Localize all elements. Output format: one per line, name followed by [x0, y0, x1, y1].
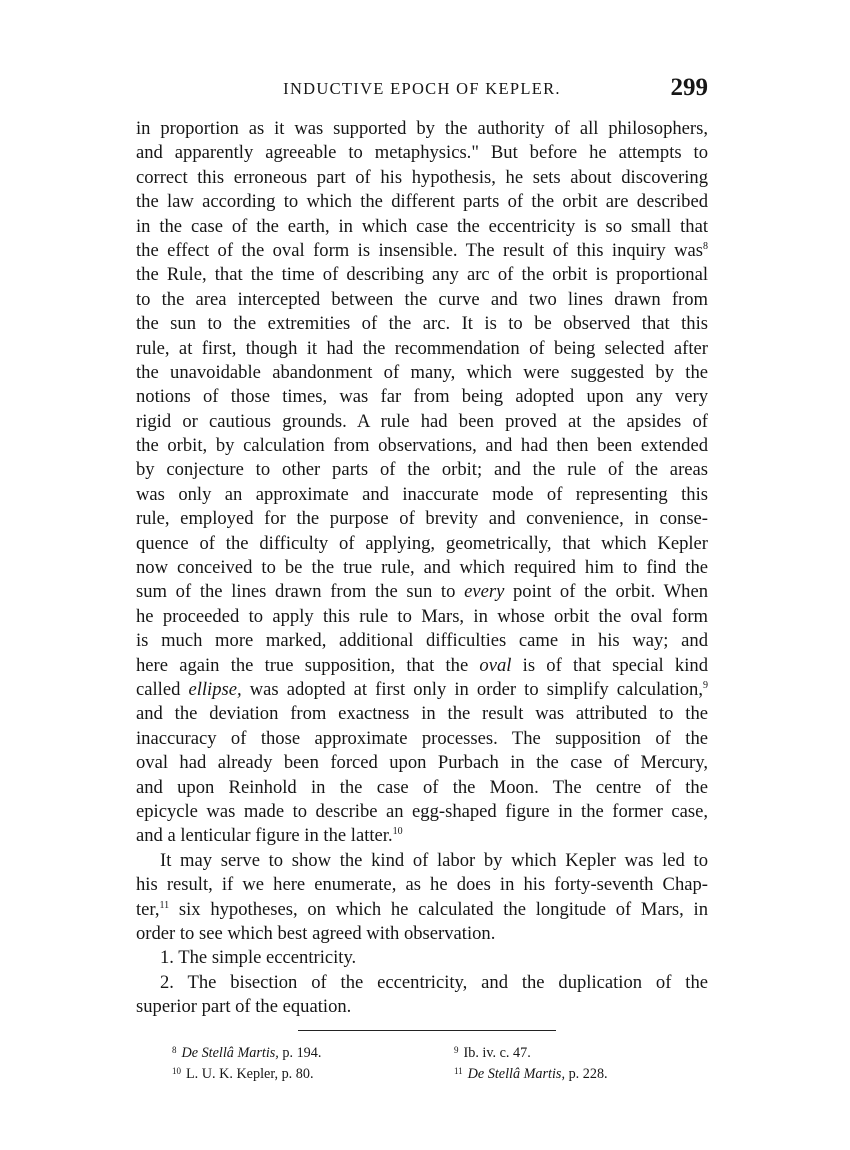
text-line: [136, 215, 708, 239]
text-line: [136, 239, 708, 263]
text-line: [136, 898, 708, 922]
text-line: [136, 776, 708, 800]
text-line: [136, 971, 708, 995]
footnote-text: L. U. K. Kepler, p. 80.: [186, 1066, 314, 1082]
text-line: [136, 629, 708, 653]
text-run: was adopted at first only in order to simplify calculation,: [241, 678, 703, 700]
text-line: [136, 727, 708, 751]
text-run: and the deviation from exactness in the result was attributed to the: [136, 703, 708, 725]
text-run: in proportion as it was supported by the authority of all philosophers,: [136, 118, 708, 139]
running-head: [136, 74, 708, 104]
text-run: every: [464, 581, 505, 603]
text-line: [136, 337, 708, 361]
text-line: [136, 605, 708, 629]
footnote-reference: 8: [703, 240, 708, 252]
footnote: [172, 1066, 314, 1083]
footnote-mark: 11: [454, 1066, 463, 1076]
text-line: [136, 385, 708, 409]
text-run: the effect of the oval form is insensible. The result of this inquiry was: [136, 239, 703, 261]
text-run: the orbit, by calculation from observations, and had then been extended: [136, 435, 708, 457]
text-run: by conjecture to other parts of the orbit; and the rule of the areas: [136, 459, 708, 481]
footnote-rule: [298, 1030, 556, 1031]
body-text: [136, 117, 708, 1019]
footnote-reference: 9: [703, 679, 708, 691]
text-line: [136, 751, 708, 775]
footnote-text: p. 194.: [278, 1045, 322, 1061]
text-run: here again the true supposition, that the: [136, 654, 480, 676]
text-run: ellipse,: [188, 678, 242, 700]
text-run: sum of the lines drawn from the sun to: [136, 581, 465, 603]
text-run: oval had already been forced upon Purbach in the case of Mercury,: [136, 752, 708, 774]
text-run: It may serve to show the kind of labor by which Kepler was led to: [160, 849, 708, 871]
running-title: INDUCTIVE EPOCH OF KEPLER.: [283, 79, 561, 98]
text-line: [136, 507, 708, 531]
text-line: [136, 288, 708, 312]
text-line: [136, 922, 708, 946]
text-line: [136, 263, 708, 287]
text-line: [136, 849, 708, 873]
text-line: [136, 995, 708, 1019]
text-run: his result, if we here enumerate, as he does in his forty-seventh Chap-: [136, 874, 708, 896]
text-run: the law according to which the different parts of the orbit are described: [136, 191, 708, 213]
text-run: six hypotheses, on which he calculated the longitude of Mars, in: [169, 898, 708, 920]
text-line: [136, 312, 708, 336]
text-line: [136, 800, 708, 824]
text-line: [136, 117, 708, 141]
text-run: notions of those times, was far from being adopted upon any very: [136, 386, 708, 408]
text-run: 1. The simple eccentricity.: [160, 947, 357, 969]
page-number: 299: [670, 74, 708, 101]
text-run: rule, employed for the purpose of brevity and convenience, in conse-: [136, 508, 708, 530]
text-run: rule, at first, though it had the recommendation of being selected after: [136, 337, 708, 359]
footnote-text: Ib. iv. c. 47.: [463, 1045, 531, 1061]
text-run: and a lenticular figure in the latter.: [136, 825, 393, 847]
text-run: the unavoidable abandonment of many, which were suggested by the: [136, 361, 708, 383]
text-run: order to see which best agreed with observation.: [136, 922, 496, 944]
text-run: and apparently agreeable to metaphysics." But before he attempts to: [136, 142, 708, 164]
footnote-mark: 8: [172, 1045, 177, 1055]
text-line: [136, 410, 708, 434]
text-run: oval: [479, 654, 512, 676]
text-run: rigid or cautious grounds. A rule had been proved at the apsides of: [136, 410, 708, 432]
footnote-text: De Stellâ Martis,: [181, 1045, 279, 1061]
text-line: [136, 946, 708, 970]
footnote: [172, 1045, 321, 1062]
text-run: point of the orbit. When: [504, 581, 708, 603]
text-run: in the case of the earth, in which case the eccentricity is so small that: [136, 215, 708, 237]
text-line: [136, 483, 708, 507]
text-line: [136, 580, 708, 604]
footnote: [454, 1066, 608, 1083]
text-run: quence of the difficulty of applying, geometrically, that which Kepler: [136, 532, 708, 554]
text-run: he proceeded to apply this rule to Mars, in whose orbit the oval form: [136, 605, 708, 627]
text-run: is much more marked, additional difficulties came in his way; and: [136, 630, 708, 652]
text-run: correct this erroneous part of his hypothesis, he sets about discovering: [136, 166, 708, 188]
text-run: epicycle was made to describe an egg-shaped figure in the former case,: [136, 800, 708, 822]
text-line: [136, 824, 708, 848]
text-run: now conceived to be the true rule, and which required him to find the: [136, 557, 708, 579]
text-run: superior part of the equation.: [136, 996, 352, 1018]
text-run: to the area intercepted between the curve and two lines drawn from: [136, 288, 708, 310]
text-line: [136, 532, 708, 556]
text-run: and upon Reinhold in the case of the Moon. The centre of the: [136, 776, 708, 798]
text-run: called: [136, 678, 189, 700]
text-line: [136, 434, 708, 458]
text-run: the sun to the extremities of the arc. It is to be observed that this: [136, 313, 708, 335]
text-run: the Rule, that the time of describing any arc of the orbit is proportional: [136, 264, 708, 286]
footnote-text: De Stellâ Martis,: [467, 1066, 566, 1082]
footnote-reference: 10: [392, 826, 403, 838]
text-line: [136, 702, 708, 726]
footnote-mark: 9: [454, 1045, 459, 1055]
text-run: was only an approximate and inaccurate mode of representing this: [136, 483, 708, 505]
text-run: 2. The bisection of the eccentricity, and the duplication of the: [160, 971, 708, 993]
text-run: is of that special kind: [511, 654, 708, 676]
text-line: [136, 141, 708, 165]
text-line: [136, 556, 708, 580]
text-line: [136, 873, 708, 897]
footnote-mark: 10: [172, 1066, 181, 1076]
text-line: [136, 361, 708, 385]
footnote: [454, 1045, 531, 1062]
text-line: [136, 678, 708, 702]
text-line: [136, 190, 708, 214]
text-run: inaccuracy of those approximate processes. The supposition of the: [136, 727, 708, 749]
text-run: ter,: [136, 898, 160, 920]
footnote-reference: 11: [159, 899, 170, 911]
footnote-text: p. 228.: [565, 1066, 608, 1082]
text-line: [136, 654, 708, 678]
text-line: [136, 458, 708, 482]
text-line: [136, 166, 708, 190]
